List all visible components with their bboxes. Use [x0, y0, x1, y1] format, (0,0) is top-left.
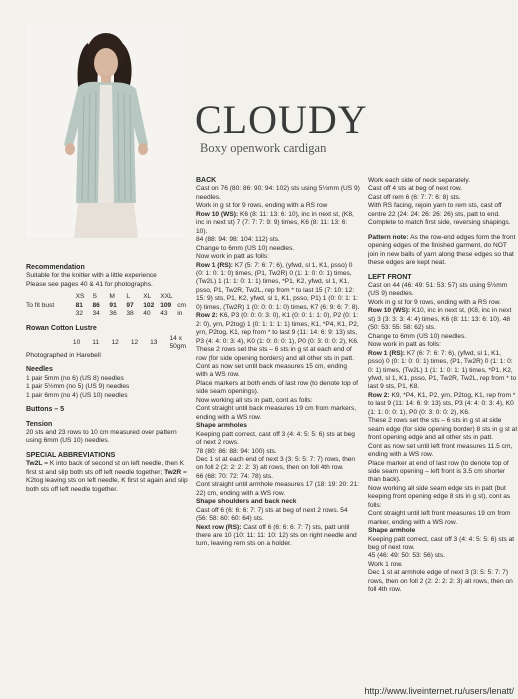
tension-text: 20 sts and 23 rows to 10 cm measured over pattern using 6mm (US 10) needles. [26, 429, 177, 445]
photographed-note: Photographed in Harebell [26, 351, 101, 359]
recommendation-heading: Recommendation [26, 264, 85, 271]
abbrev-def: = K2tog leaving sts on left needle, K first st again and slip both sts off left needle together. [26, 468, 188, 493]
yarn-value: 12 [111, 339, 119, 347]
front-armhole-heading: Shape armhole [368, 527, 416, 535]
row-text: K7 (5: 7: 6: 7: 6), (yfwd, sl 1, K1, psso) 0 (0: 1: 0: 1: 0) times, (P1, Tw2R) 0 (1: 1: 0: 0: 1) times, (Tw2L) 1 (1: 1: 0: 1: 1) times, *P1, K2, yfwd, sl 1, K1, psso, P1, Tw2R, Tw2L, rep from * to last 15 (7: 10: 12: 15: 9) sts, P1, K2, yfwd, sl 1, K1, psso, P1) 1 (0: 0: 1: 1: 0) times, (Tw2R) 1 (0: 0: 0: 1: 0) times, K7 (6: 9: 6: 7: 8). [196, 261, 360, 311]
back-next-row [196, 524, 360, 549]
back-row1 [196, 262, 360, 313]
note-text: As the row-end edges form the front opening edges of the finished garment, do NOT join in new balls of yarn along these edges so that these edges are kept neat. [368, 233, 516, 267]
left-front-heading: LEFT FRONT [368, 273, 412, 281]
front-column [368, 177, 518, 595]
note-label: Pattern note: [368, 233, 409, 241]
size-l: L [126, 293, 130, 301]
fit-value: 32 [75, 310, 83, 318]
fit-bust-label: To fit bust [26, 301, 55, 309]
row-text: K6 (8: 11: 13: 6: 10), inc in next st, (K8, inc in next st) 7 (7: 7: 7: 9: 9) times, K6 (8: 11: 13: 6: 10). 84 (88: 94: 98: 104: 112) sts. Change to 6mm (US 10) needles. Now work in patt as folls: [196, 210, 354, 261]
pattern-subtitle: Boxy openwork cardigan [200, 141, 327, 155]
fit-value: 109 [160, 301, 172, 309]
row-label: Row 1 (RS): [196, 261, 233, 269]
row-label: Row 2: [368, 391, 390, 399]
needles-heading: Needles [26, 366, 53, 374]
shoulders-text: Cast off 6 (6: 6: 6: 7: 7) sts at beg of next 2 rows. 54 (56: 58: 60: 60: 64) sts. [196, 506, 348, 523]
fit-value: 97 [126, 301, 134, 309]
back-row2 [196, 312, 360, 422]
row-text: Cast off 6 (6: 6: 6: 7: 7) sts, patt until there are 10 (10: 11: 11: 10: 12) sts on right needle and turn, leaving rem sts on a holder. [196, 523, 357, 548]
yarn-heading: Rowan Cotton Lustre [26, 324, 97, 332]
left-front-cast-on: Cast on 44 (46: 49: 51: 53: 57) sts using 5½mm (US 9) needles. Work in g st for 9 rows, ending with a RS row. [368, 281, 508, 306]
row-text: K6, P3 (0: 0: 0: 3: 0), K1 (0: 0: 1: 1: 0), P2 (0: 1: 2: 0), yrn, P2tog) 1 (0: 1: 1: 1: 1) times, K1, *P4, K1, P2, yrn, P2tog, K1, rep from * to last 9 (11: 14: 6: 9: 13) sts, P3 (4: 4: 0: 3: 4), K0 (1: 0: 0: 0: 1), P0 (0: 3: 0: 0: 2), K6. These 2 rows set the sts – 6 sts in g st at each end of row (for side opening borders) and all other sts in patt. Cont as now set until back measures 15 cm, ending with a WS row. Place markers at both ends of last row (to denote top of side seam openings). Now working all sts in patt, cont as folls: Cont straight until back measures 19 cm from markers, ending with a WS row. [196, 312, 359, 421]
fit-value: 81 [75, 301, 83, 309]
size-s: S [92, 293, 97, 301]
fit-unit: in [177, 310, 183, 318]
cardigan-photo [26, 25, 184, 238]
size-xs: XS [75, 293, 85, 301]
yarn-value: 10 [72, 339, 81, 347]
row-text: K7 (6: 7: 6: 7: 6), (yfwd, sl 1, K1, psso) 0 (0: 1: 0: 0: 1) times, (P1, Tw2R) 0 (1: 1: 0: 0: 1) times, (Tw2L) 1 (1: 1: 0: 1: 1) times, *P1, K2, yfwd, sl 1, K1, psso, P1, Tw2R, Tw2L, rep from * to last 9 sts, P1, K8. [368, 349, 517, 391]
abbreviations-heading: SPECIAL ABBREVIATIONS [26, 451, 116, 459]
recommendation-text: Suitable for the knitter with a little experience Please see pages 40 & 41 for photographs. [26, 272, 157, 288]
fit-bust-row [26, 302, 188, 310]
row-label: Row 10 (WS): [368, 307, 411, 315]
fit-value: 36 [109, 310, 117, 318]
front-armhole-text: Keeping patt correct, cast off 3 (4: 4: 5: 5: 6) sts at beg of next row. 45 (46: 49: 50: 53: 56) sts. Work 1 row. Dec 1 st at armhole edge of next 3 (3: 5: 5: 7: 7) rows, then on foll 2 (2: 2: 2: 2: 3) alt rows, then on foll 4th row. [368, 535, 515, 594]
yarn-row [26, 335, 188, 352]
abbreviations-text [26, 460, 188, 494]
fit-value: 40 [143, 310, 151, 318]
size-table [26, 293, 188, 318]
needles-text: 1 pair 5mm (no 6) (US 8) needles 1 pair 5½mm (no 5) (US 9) needles 1 pair 6mm (no 4) (US 10) needles [26, 374, 130, 399]
abbrev-def: = K into back of second st on left needle, then K first st and slip both sts off left needle together; [26, 460, 185, 476]
row-text: K10, inc in next st, (K8, inc in next st) 3 (3: 3: 3: 4: 4) times, K6 (8: 11: 13: 6: 10). 48 (50: 53: 55: 58: 62) sts. Change to 6mm (US 10) needles. Now work in patt as folls: [368, 307, 512, 349]
front-row2 [368, 392, 518, 527]
row-label: Row 2: [196, 312, 218, 320]
abbrev-key: Tw2L [26, 460, 43, 468]
back-row10 [196, 211, 360, 262]
back-heading: BACK [196, 177, 217, 184]
yarn-table [26, 335, 188, 352]
model-illustration [26, 25, 184, 238]
fit-value: 34 [92, 310, 100, 318]
fit-value: 86 [92, 301, 100, 309]
buttons-heading: Buttons – 5 [26, 406, 65, 414]
yarn-value: 11 [92, 339, 100, 347]
fit-unit: cm [177, 301, 186, 309]
row-text: K9, *P4, K1, P2, yrn, P2tog, K1, rep from * to last 9 (11: 14: 6: 9: 13) sts, P3 (4: 4: 0: 3: 4), K0 (1: 1: 0: 0: 1), P0 (0: 3: 0: 0: 2), K6. These 2 rows set the sts – 6 sts in g st at side seam edge (for side opening border) 8 sts in g st at front opening edge and all other sts in patt. Cont as now set until left front measures 11.5 cm, ending with a WS row. Place marker at end of last row (to denote top of side seam opening – left front is 3.5 cm shorter than back). Now working all side seam edge sts in patt (but keeping front opening edge 8 sts in g st), cont as folls: Cont straight until left front measures 19 cm from marker, ending with a WS row. [368, 391, 518, 526]
back-column [196, 177, 360, 549]
front-row10 [368, 307, 518, 349]
yarn-value: 12 [130, 339, 139, 347]
armholes-heading: Shape armholes [196, 422, 247, 430]
size-xl: XL [143, 293, 152, 301]
fit-value: 102 [143, 301, 155, 309]
row-label: Row 10 (WS): [196, 210, 239, 218]
source-watermark: http://www.liveinternet.ru/users/lenatt/ [364, 686, 514, 696]
fit-value: 43 [160, 310, 168, 318]
size-header-row [26, 293, 188, 301]
fit-value: 91 [109, 301, 117, 309]
back-cast-on: Cast on 76 (80: 86: 90: 94: 102) sts using 5½mm (US 9) needles. Work in g st for 9 rows, ending with a RS row [196, 185, 360, 210]
left-column [26, 258, 188, 494]
abbrev-key: Tw2R [164, 468, 182, 476]
size-m: M [109, 293, 115, 301]
row-label: Row 1 (RS): [368, 349, 405, 357]
neck-text: Work each side of neck separately. Cast off 4 sts at beg of next row. Cast off rem 6 (6: 7: 7: 6: 8) sts. With RS facing, rejoin yarn to rem sts, cast off centre 22 (24: 24: 26: 26: 26) sts, patt to end. Complete to match first side, reversing shapings. [368, 177, 511, 227]
tension-heading: Tension [26, 420, 53, 428]
fit-bust-row-alt [26, 310, 188, 318]
fit-value: 38 [126, 310, 134, 318]
front-row1 [368, 350, 518, 392]
shoulders-heading: Shape shoulders and back neck [196, 498, 297, 506]
pattern-title: CLOUDY [195, 97, 368, 142]
size-xxl: XXL [160, 293, 173, 301]
pattern-note [368, 234, 518, 268]
yarn-value: 13 [150, 339, 158, 347]
row-label: Next row (RS): [196, 523, 242, 531]
armholes-text: Keeping patt correct, cast off 3 (4: 4: 5: 5: 6) sts at beg of next 2 rows. 78 (80: 86: 88: 94: 100) sts. Dec 1 st at each end of next 3 (3: 5: 5: 7: 7) rows, then on foll 2 (2: 2: 2: 2: 3) alt rows, then on foll 4th row. 66 (68: 70: 72: 74: 78) sts. Cont straight until armhole measures 17 (18: 19: 20: 21: 22) cm, ending with a WS row. [196, 430, 360, 497]
yarn-value: 14 x 50gm [169, 335, 186, 351]
